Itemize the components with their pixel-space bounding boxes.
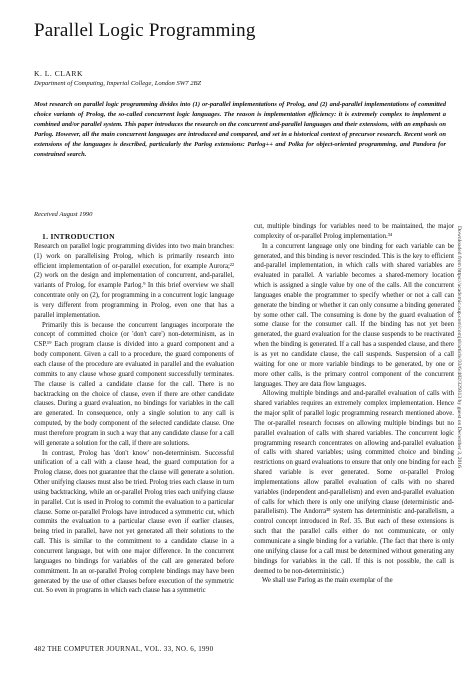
paragraph: Research on parallel logic programming divides into two main branches: (1) work on parallelising Prolog, which is primarily research into efficient implementation of or-parallel execution, for example Aurora;²² (2) work on the design and implementation of concurrent, and-parallel, variants of Prolog, for example Parlog.⁹ In this brief overview we shall concentrate only on (2), for programming in a concurrent logic language is very different from programming in Prolog, even one that has a parallel implementation. xyxy=(34,242,234,319)
download-note xyxy=(454,226,464,566)
section-heading: 1. INTRODUCTION xyxy=(42,232,115,241)
download-note-text: Downloaded from https://academic.oup.com/comjnl/article/33/6/482/329313 by guest on December 3, 2016 xyxy=(456,226,462,468)
page-title: Parallel Logic Programming xyxy=(34,20,256,41)
author-name: K. L. CLARK xyxy=(34,69,83,78)
abstract: Most research on parallel logic programming divides into (1) or-parallel implementations of Prolog, and (2) and-parallel implementations of committed choice variants of Prolog, the so-called concurrent logic languages. The reason is implementation efficiency: it is extremely complex to implement a combined and/or parallel system. This paper introduces the research on the concurrent and-parallel languages and their extensions, with an emphasis on Parlog. However, all the main concurrent languages are introduced and compared, and set in a historical context of precursor research. Recent work on extensions of the languages is described, particularly the Parlog extensions: Parlog++ and Polka for object-oriented programming, and Pandora for constrained search. xyxy=(34,101,446,158)
page-footer: 482 THE COMPUTER JOURNAL, VOL. 33, NO. 6, 1990 xyxy=(34,645,214,653)
paragraph: In a concurrent language only one binding for each variable can be generated, and this binding is never rescinded. This is the key to efficient and-parallel implementation, in which calls with shared variables are evaluated in parallel. A variable becomes a shared-memory location which is assigned a single value by one of the calls. All the concurrent languages enable the programmer to specify whether or not a call can generate the binding or whether it can only consume a binding generated by some other call. The consuming is done by the guard evaluation of some clause for the consumer call. If the binding has not yet been generated, the guard evaluation for the clause suspends to be reactivated when the binding is generated. If a call has a suspended clause, and there is as yet no candidate clause, the call suspends. Suspension of a call waiting for one or more variable bindings to be generated, by one or more other calls, is the primary control component of the concurrent languages. They are data flow languages. xyxy=(254,242,454,388)
paragraph: We shall use Parlog as the main exemplar of the xyxy=(262,577,393,585)
paragraph: Allowing multiple bindings and and-parallel evaluation of calls with shared variables requires an extremely complex implementation. Hence the major split of parallel logic programming research mentioned above. The or-parallel research focuses on allowing multiple bindings but no parallel evaluation of calls with shared variables. The concurrent logic programming research concentrates on allowing and-parallel evaluation of calls with shared variables; using committed choice and binding restrictions on guard evaluations to ensure that only one binding for each shared variable is ever generated. Some or-parallel Prolog implementations allow parallel evaluation of calls with no shared variables (independent and-parallelism) and even and-parallel evaluation of calls for which there is only one unifying clause (deterministic and-parallelism). The Andorra³⁸ system has deterministic and-parallelism, a control concept introduced in Ref. 35. But each of these extensions is such that the parallel calls either do not communicate, or only communicate a single binding for a variable. (The fact that there is only one unifying clause for a call must be determined without generating any bindings for variables in the call. If this is not possible, the call is deemed to be non-deterministic.) xyxy=(254,390,454,575)
received-date: Received August 1990 xyxy=(34,211,93,218)
paragraph: cut, multiple bindings for variables need to be maintained, the major complexity of or-parallel Prolog implementation.³⁴ xyxy=(254,223,454,240)
right-column xyxy=(254,222,454,586)
author-affiliation: Department of Computing, Imperial College, London SW7 2BZ xyxy=(34,80,202,87)
paragraph: In contrast, Prolog has 'don't know' non-determinism. Successful unification of a call with a clause head, the guard computation for a Prolog clause, does not guarantee that the clause will generate a solution. Other unifying clauses must also be tried. Prolog tries each clause in turn using backtracking, while an or-parallel Prolog tries each unifying clause in parallel. Cut is used in Prolog to commit the evaluation to a particular clause. Some or-parallel Prologs have introduced a symmetric cut, which commits the evaluation to a particular clause even if earlier clauses, being tried in parallel, have not yet generated all their solutions to the call. This is similar to the commitment to a candidate clause in a concurrent language, but with one major difference. In the concurrent languages no bindings for variables of the call are generated before commitment. In an or-parallel Prolog complete bindings may have been generated by the use of other clauses before execution of the symmetric cut. So even in programs in which each clause has a symmetric xyxy=(34,449,234,595)
left-column xyxy=(34,232,234,596)
paragraph: Primarily this is because the concurrent languages incorporate the concept of committed choice (or 'don't care') non-determinism, as in CSP.¹⁹ Each program clause is divided into a guard component and a body component. Given a call to a procedure, the guard components of each clause of the procedure are evaluated in parallel and the evaluation commits to any clause whose guard component successfully terminates. The clause is called a candidate clause for the call. There is no backtracking on the choice of clause, even if there are other candidate clauses. During a guard evaluation, no bindings for variables in the call are generated. In consequence, only a single solution to any call is computed, by the body component of the selected candidate clause. One must therefore program in such a way that any candidate clause for a call will generate a solution for the call, if there are solutions. xyxy=(34,321,234,447)
